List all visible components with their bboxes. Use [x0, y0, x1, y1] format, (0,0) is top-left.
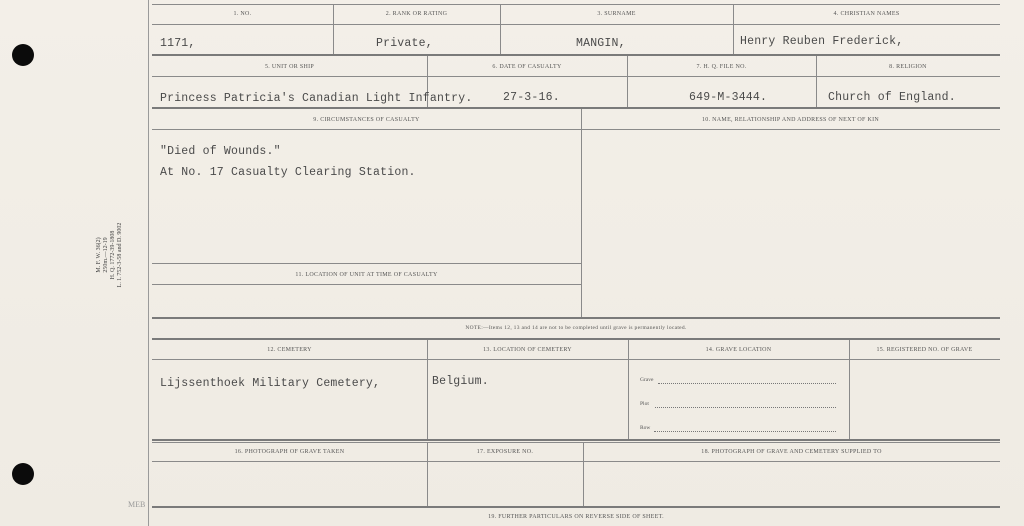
rule	[628, 340, 629, 439]
value-no: 1171,	[160, 37, 196, 50]
rule	[152, 506, 1000, 508]
side-print-line: M. F. W. 36(2)	[96, 237, 102, 273]
rule	[152, 359, 1000, 360]
value-date: 27-3-16.	[503, 91, 560, 104]
value-hq-file: 649-M-3444.	[689, 91, 768, 104]
value-religion: Church of England.	[828, 91, 956, 104]
rule	[152, 442, 1000, 443]
header-next-of-kin: 10. NAME, RELATIONSHIP AND ADDRESS OF NEXT OF KIN	[701, 117, 880, 123]
left-margin-line	[148, 0, 149, 526]
rule	[152, 107, 1000, 109]
header-photo-supplied: 18. PHOTOGRAPH OF GRAVE AND CEMETERY SUPPLIED TO	[701, 449, 882, 455]
value-rank: Private,	[376, 37, 433, 50]
header-exposure: 17. EXPOSURE NO.	[476, 449, 534, 455]
row-label: Row	[640, 425, 651, 431]
header-unit: 5. UNIT OR SHIP	[264, 64, 315, 70]
value-cemetery: Lijssenthoek Military Cemetery,	[160, 377, 381, 390]
rule	[152, 263, 581, 264]
punch-hole-bottom	[12, 463, 34, 485]
rule	[152, 284, 581, 285]
note-text: NOTE:—Items 12, 13 and 14 are not to be completed until grave is permanently located.	[465, 325, 687, 331]
plot-label: Plot	[640, 401, 649, 407]
rule	[152, 338, 1000, 340]
row-dotted-line	[654, 431, 836, 432]
rule	[152, 76, 1000, 77]
header-surname: 3. SURNAME	[597, 11, 636, 17]
header-circumstances: 9. CIRCUMSTANCES OF CASUALTY	[313, 117, 420, 123]
header-date: 6. DATE OF CASUALTY	[492, 64, 562, 70]
footer-further-particulars: 19. FURTHER PARTICULARS ON REVERSE SIDE OF SHEET.	[488, 514, 664, 520]
header-no: 1. NO.	[233, 11, 252, 17]
rule	[152, 54, 1000, 56]
side-print-line: 250m.—12-19	[103, 237, 109, 273]
stamp-initials: MEB	[128, 500, 146, 509]
rule	[152, 439, 1000, 441]
plot-dotted-line	[655, 407, 836, 408]
rule	[581, 109, 582, 317]
header-grave-location: 14. GRAVE LOCATION	[705, 347, 772, 353]
value-location-cemetery: Belgium.	[432, 375, 489, 388]
rule	[152, 317, 1000, 319]
grave-label: Grave	[640, 377, 654, 383]
header-location-cemetery: 13. LOCATION OF CEMETERY	[483, 347, 572, 353]
header-photo-taken: 16. PHOTOGRAPH OF GRAVE TAKEN	[234, 449, 345, 455]
rule	[152, 129, 1000, 130]
rule	[152, 461, 1000, 462]
punch-hole-top	[12, 44, 34, 66]
header-religion: 8. RELIGION	[889, 64, 927, 70]
grave-dotted-line	[658, 383, 836, 384]
header-cemetery: 12. CEMETERY	[267, 347, 312, 353]
rule	[849, 340, 850, 439]
rule	[152, 24, 1000, 25]
value-circumstances-2: At No. 17 Casualty Clearing Station.	[160, 166, 416, 179]
header-christian-names: 4. CHRISTIAN NAMES	[833, 11, 900, 17]
side-print-line: L. I. 752-3-58 and D. 9002	[117, 222, 123, 288]
side-print	[96, 210, 124, 300]
value-christian-names: Henry Reuben Frederick,	[740, 35, 904, 48]
rule	[427, 340, 428, 439]
side-print-line: H. Q. 1772-39-1808	[110, 230, 116, 280]
value-circumstances-1: "Died of Wounds."	[160, 145, 281, 158]
header-location-unit: 11. LOCATION OF UNIT AT TIME OF CASUALTY	[295, 272, 438, 278]
rule	[152, 4, 1000, 5]
header-hq-file: 7. H. Q. FILE NO.	[696, 64, 747, 70]
header-registered-no: 15. REGISTERED NO. OF GRAVE	[876, 347, 973, 353]
value-unit: Princess Patricia's Canadian Light Infantry.	[160, 92, 473, 105]
header-rank: 2. RANK OR RATING	[385, 11, 448, 17]
value-surname: MANGIN,	[576, 37, 626, 50]
